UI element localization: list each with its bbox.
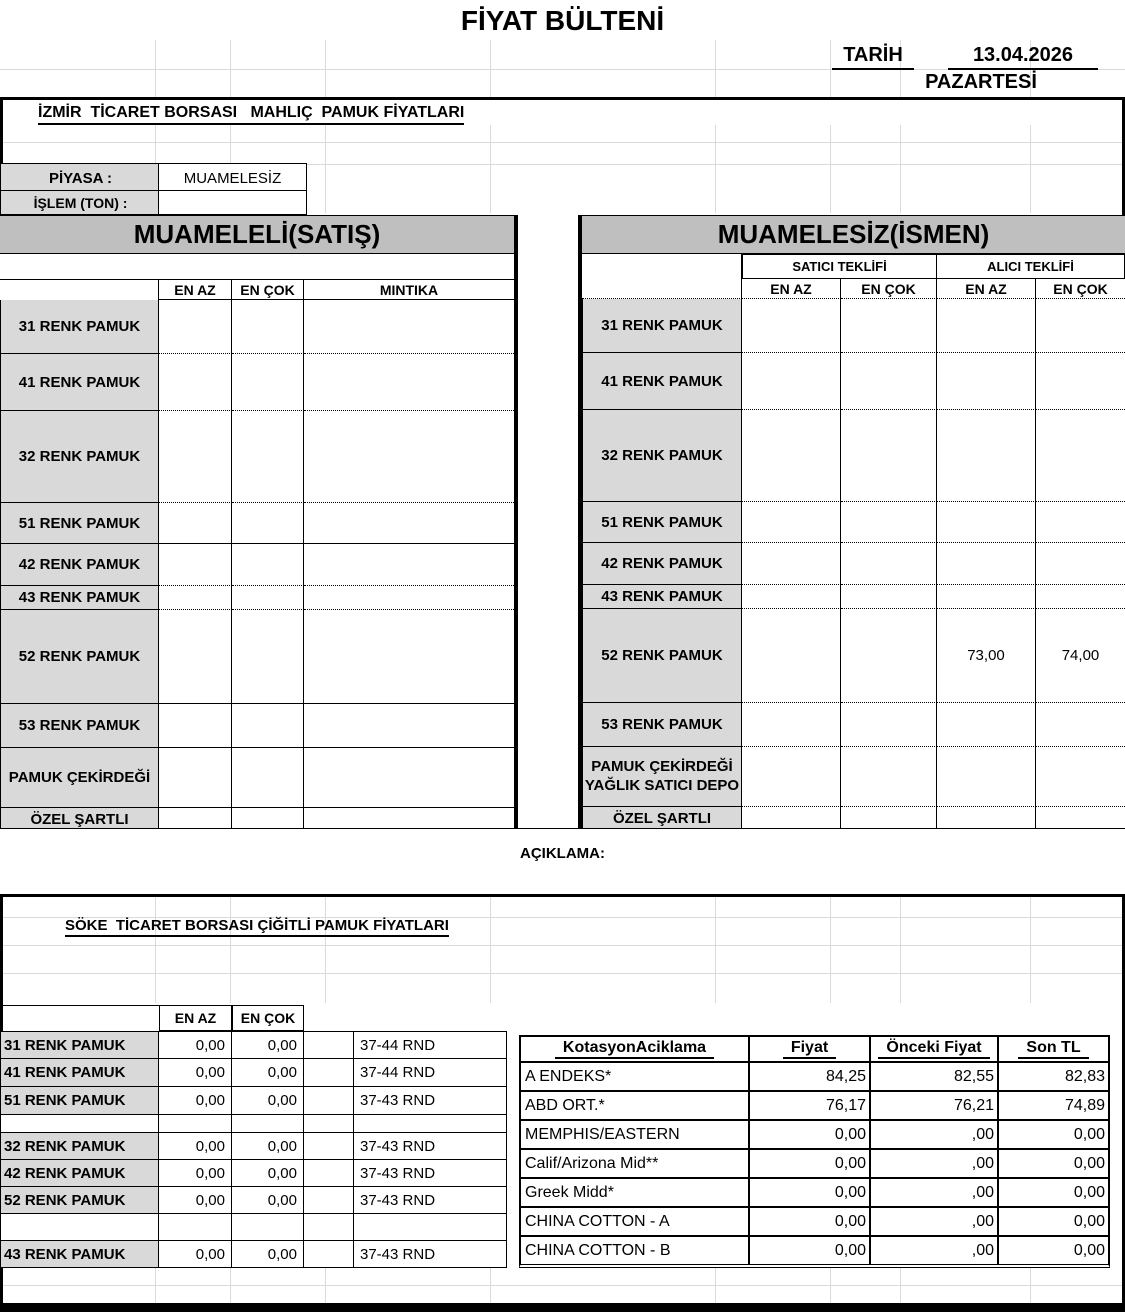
cell-fiyat[interactable]: 0,00 <box>750 1208 871 1235</box>
row-label: 42 RENK PAMUK <box>0 1160 159 1187</box>
cell-satici-en-az[interactable] <box>742 585 841 609</box>
cell-satici-en-az[interactable] <box>742 353 841 410</box>
table-row <box>0 1241 507 1268</box>
piyasa-value-cell[interactable]: MUAMELESİZ <box>158 163 307 193</box>
cell-gap[interactable] <box>304 1031 354 1059</box>
cell-mintika[interactable] <box>304 544 514 586</box>
header-text: Son TL <box>1018 1039 1088 1059</box>
table-row <box>0 411 514 503</box>
row-label[interactable] <box>0 1115 159 1133</box>
aciklama-label: AÇIKLAMA: <box>520 845 605 862</box>
table-row <box>582 585 1125 609</box>
muamelesiz-banner: MUAMELESİZ(İSMEN) <box>582 215 1125 254</box>
row-label: 41 RENK PAMUK <box>0 1059 159 1087</box>
cell-satici-en-cok[interactable] <box>841 609 937 703</box>
cell-satici-en-cok[interactable] <box>841 353 937 410</box>
header-satici-en-cok: EN ÇOK <box>841 279 937 299</box>
header-son-tl <box>999 1037 1108 1061</box>
cell-son-tl[interactable]: 0,00 <box>1073 1212 1105 1230</box>
cell-en-cok[interactable] <box>232 503 304 544</box>
table-row <box>0 586 514 610</box>
muamelesiz-table <box>578 215 1125 830</box>
cell-rnd[interactable]: 37-43 RND <box>354 1187 507 1214</box>
table-row <box>582 353 1125 410</box>
kotasyon-label: ABD ORT.* <box>521 1092 750 1119</box>
row-label: 52 RENK PAMUK <box>0 610 159 704</box>
cell-alici-en-cok[interactable] <box>1036 502 1125 543</box>
table-row <box>0 1133 507 1160</box>
cell-en-cok[interactable]: 0,00 <box>232 1059 304 1087</box>
cell-rnd[interactable]: 37-43 RND <box>354 1160 507 1187</box>
date-value: 13.04.2026 <box>948 42 1098 70</box>
spacer-row <box>0 254 514 279</box>
header-alici-en-az: EN AZ <box>937 279 1036 299</box>
cell-en-cok[interactable]: 0,00 <box>232 1187 304 1214</box>
row-label: 31 RENK PAMUK <box>0 300 159 354</box>
row-label-line2: YAĞLIK SATICI DEPO <box>584 776 740 794</box>
table-row <box>0 1187 507 1214</box>
cell-alici-en-cok[interactable] <box>1036 585 1125 609</box>
cell-satici-en-az[interactable] <box>742 299 841 353</box>
group-spacer <box>582 254 742 279</box>
cell-gap[interactable] <box>304 1133 354 1160</box>
cell-satici-en-cok[interactable] <box>841 585 937 609</box>
cell-en-az[interactable]: 0,00 <box>159 1187 232 1214</box>
kotasyon-row <box>521 1063 1108 1092</box>
row-label: 51 RENK PAMUK <box>582 502 742 543</box>
cell-mintika[interactable] <box>304 411 514 503</box>
row-label: 43 RENK PAMUK <box>0 586 159 610</box>
cell-en-cok[interactable] <box>232 610 304 704</box>
soke-section-heading: SÖKE TİCARET BORSASI ÇİĞİTLİ PAMUK FİYATLARI <box>65 917 449 937</box>
cell-alici-en-cok[interactable] <box>1036 353 1125 410</box>
cell-satici-en-az[interactable] <box>742 747 841 807</box>
kotasyon-label: CHINA COTTON - A <box>521 1208 750 1235</box>
cell-alici-en-az[interactable] <box>937 502 1036 543</box>
cell-fiyat[interactable]: 0,00 <box>750 1179 871 1206</box>
offer-group-header-row <box>582 254 1125 279</box>
cell-en-cok[interactable]: 0,00 <box>232 1133 304 1160</box>
table-row <box>582 299 1125 353</box>
table-row <box>0 544 514 586</box>
islem-ton-value-cell[interactable] <box>158 190 307 215</box>
cell-alici-en-az[interactable] <box>937 543 1036 585</box>
table-row <box>0 354 514 411</box>
header-en-az: EN AZ <box>159 1005 232 1031</box>
row-label: 41 RENK PAMUK <box>582 353 742 410</box>
cell-en-cok[interactable] <box>232 1214 304 1241</box>
table-row-52-renk <box>582 609 1125 703</box>
cell-rnd[interactable] <box>354 1214 507 1241</box>
cell-gap[interactable] <box>304 1160 354 1187</box>
cell-alici-en-az[interactable] <box>937 299 1036 353</box>
cell-son-tl[interactable]: 0,00 <box>1073 1241 1105 1259</box>
cell-en-az[interactable]: 0,00 <box>159 1059 232 1087</box>
date-label: TARİH <box>832 42 914 70</box>
kotasyon-header-row <box>521 1037 1108 1063</box>
row-label: 31 RENK PAMUK <box>0 1031 159 1059</box>
table-row <box>582 543 1125 585</box>
header-kotasyon-aciklama <box>521 1037 750 1061</box>
cell-en-az[interactable]: 0,00 <box>159 1241 232 1268</box>
soke-header-row <box>0 1005 507 1031</box>
cell-mintika[interactable] <box>304 586 514 610</box>
row-label: 43 RENK PAMUK <box>582 585 742 609</box>
row-label: 51 RENK PAMUK <box>0 1087 159 1115</box>
cell-rnd[interactable]: 37-44 RND <box>354 1059 507 1087</box>
kotasyon-row <box>521 1092 1108 1121</box>
cell-fiyat[interactable]: 0,00 <box>750 1150 871 1177</box>
cell-en-az[interactable]: 0,00 <box>159 1160 232 1187</box>
cell-en-az[interactable] <box>159 1214 232 1241</box>
cell-satici-en-cok[interactable] <box>841 410 937 502</box>
cell-alici-en-az[interactable] <box>937 747 1036 807</box>
cell-alici-en-az[interactable] <box>937 353 1036 410</box>
border-top <box>0 97 1125 100</box>
table-row <box>582 747 1125 807</box>
cell-onceki-fiyat[interactable]: ,00 <box>871 1179 999 1206</box>
cell-onceki-fiyat[interactable]: ,00 <box>871 1237 999 1264</box>
cell-en-cok[interactable] <box>232 544 304 586</box>
table-row <box>0 610 514 704</box>
cell-gap[interactable] <box>304 1115 354 1133</box>
cell-satici-en-az[interactable] <box>742 502 841 543</box>
cell-satici-en-az[interactable] <box>742 609 841 703</box>
cell-alici-en-cok[interactable] <box>1036 410 1125 502</box>
aciklama-section <box>0 828 1125 894</box>
header-en-cok: EN ÇOK <box>232 280 304 300</box>
muameleli-banner: MUAMELELİ(SATIŞ) <box>0 215 514 254</box>
table-row <box>582 807 1125 830</box>
muameleli-table <box>0 215 518 831</box>
cell-alici-en-az[interactable] <box>937 585 1036 609</box>
cell-son-tl[interactable]: 0,00 <box>1073 1125 1105 1143</box>
cell-gap[interactable] <box>304 1187 354 1214</box>
row-label: 32 RENK PAMUK <box>0 411 159 503</box>
cell-alici-en-az[interactable] <box>937 807 1036 830</box>
table-row <box>0 300 514 354</box>
row-label: 31 RENK PAMUK <box>582 299 742 353</box>
day-name: PAZARTESİ <box>925 71 1037 93</box>
header-text: Fiyat <box>783 1039 836 1059</box>
kotasyon-table <box>519 1035 1110 1268</box>
cell-mintika[interactable] <box>304 610 514 704</box>
cell-satici-en-cok[interactable] <box>841 502 937 543</box>
kotasyon-label: A ENDEKS* <box>521 1063 750 1090</box>
cell-fiyat[interactable]: 0,00 <box>750 1237 871 1264</box>
cell-alici-en-cok[interactable] <box>1036 807 1125 830</box>
cell-fiyat[interactable]: 0,00 <box>750 1121 871 1148</box>
cell-en-az[interactable] <box>159 610 232 704</box>
cell-fiyat[interactable]: 84,25 <box>750 1063 871 1090</box>
cell-rnd[interactable] <box>354 1115 507 1133</box>
table-row <box>0 704 514 748</box>
grid-line <box>0 125 1125 165</box>
table-row <box>0 1031 507 1059</box>
cell-en-cok[interactable] <box>232 704 304 748</box>
cell-alici-en-cok[interactable] <box>1036 299 1125 353</box>
kotasyon-label: Calif/Arizona Mid** <box>521 1150 750 1177</box>
row-label: 42 RENK PAMUK <box>0 544 159 586</box>
header-mintika: MINTIKA <box>304 280 514 300</box>
cell-son-tl[interactable]: 0,00 <box>1073 1154 1105 1172</box>
row-label: 52 RENK PAMUK <box>582 609 742 703</box>
cell-en-az[interactable] <box>159 503 232 544</box>
border-bottom <box>0 1303 1125 1312</box>
kotasyon-label: CHINA COTTON - B <box>521 1237 750 1264</box>
row-label: 43 RENK PAMUK <box>0 1241 159 1268</box>
header-spacer <box>582 279 742 299</box>
kotasyon-label: MEMPHIS/EASTERN <box>521 1121 750 1148</box>
cell-satici-en-az[interactable] <box>742 543 841 585</box>
row-label-line1: PAMUK ÇEKİRDEĞİ <box>591 757 733 775</box>
row-label: ÖZEL ŞARTLI <box>0 808 159 831</box>
muamelesiz-header-row <box>582 279 1125 299</box>
cell-alici-en-az[interactable] <box>937 410 1036 502</box>
cell-gap[interactable] <box>304 1241 354 1268</box>
table-row <box>582 703 1125 747</box>
row-label: 41 RENK PAMUK <box>0 354 159 411</box>
cell-onceki-fiyat[interactable]: 82,55 <box>871 1063 999 1090</box>
cell-son-tl[interactable]: 74,89 <box>1064 1096 1105 1114</box>
soke-table <box>0 1005 507 1268</box>
cell-en-cok[interactable] <box>232 411 304 503</box>
header-text: KotasyonAciklama <box>555 1039 714 1059</box>
row-label: 53 RENK PAMUK <box>0 704 159 748</box>
header-alici-en-cok: EN ÇOK <box>1036 279 1125 299</box>
cell-en-cok[interactable]: 0,00 <box>232 1241 304 1268</box>
header-en-cok: EN ÇOK <box>232 1005 304 1031</box>
cell-satici-en-az[interactable] <box>742 410 841 502</box>
cell-en-az[interactable] <box>159 748 232 808</box>
piyasa-label: PİYASA : <box>0 163 161 193</box>
row-label <box>582 747 742 807</box>
cell-satici-en-cok[interactable] <box>841 703 937 747</box>
cell-en-az[interactable] <box>159 704 232 748</box>
row-label: 52 RENK PAMUK <box>0 1187 159 1214</box>
cell-satici-en-az[interactable] <box>742 703 841 747</box>
cell-satici-en-cok[interactable] <box>841 299 937 353</box>
cell-son-tl[interactable]: 82,83 <box>1064 1067 1105 1085</box>
islem-ton-label: İŞLEM (TON) : <box>0 190 161 215</box>
cell-en-cok[interactable] <box>232 748 304 808</box>
header-onceki-fiyat <box>871 1037 999 1061</box>
cell-en-cok[interactable] <box>232 354 304 411</box>
table-row <box>0 1160 507 1187</box>
table-row <box>582 502 1125 543</box>
grid-line <box>0 1268 1125 1286</box>
table-row <box>582 410 1125 502</box>
kotasyon-row <box>521 1208 1108 1237</box>
cell-en-az[interactable]: 0,00 <box>159 1031 232 1059</box>
cell-satici-en-cok[interactable] <box>841 807 937 830</box>
cell-en-az[interactable] <box>159 586 232 610</box>
kotasyon-row <box>521 1179 1108 1208</box>
kotasyon-row <box>521 1237 1108 1264</box>
cell-alici-en-cok[interactable] <box>1036 543 1125 585</box>
satici-teklifi-header: SATICI TEKLİFİ <box>742 254 937 279</box>
cell-gap[interactable] <box>304 1087 354 1115</box>
cell-rnd[interactable]: 37-43 RND <box>354 1133 507 1160</box>
header-text: Önceki Fiyat <box>878 1039 989 1059</box>
cell-gap[interactable] <box>304 1059 354 1087</box>
row-label: 32 RENK PAMUK <box>582 410 742 502</box>
cell-alici-en-cok[interactable] <box>1036 747 1125 807</box>
row-label: 32 RENK PAMUK <box>0 1133 159 1160</box>
cell-alici-en-cok[interactable] <box>1036 703 1125 747</box>
cell-en-az[interactable]: 0,00 <box>159 1133 232 1160</box>
cell-fiyat[interactable]: 76,17 <box>750 1092 871 1119</box>
row-label: 51 RENK PAMUK <box>0 503 159 544</box>
cell-en-az[interactable] <box>159 1115 232 1133</box>
cell-rnd[interactable]: 37-44 RND <box>354 1031 507 1059</box>
cell-mintika[interactable] <box>304 503 514 544</box>
cell-alici-en-az[interactable] <box>937 703 1036 747</box>
cell-en-az[interactable] <box>159 411 232 503</box>
cell-en-cok[interactable] <box>232 300 304 354</box>
cell-en-cok[interactable]: 0,00 <box>232 1031 304 1059</box>
table-row <box>0 1087 507 1115</box>
header-satici-en-az: EN AZ <box>742 279 841 299</box>
header-spacer <box>0 1005 159 1031</box>
table-row <box>0 503 514 544</box>
cell-alici-en-cok[interactable]: 74,00 <box>1036 609 1125 703</box>
cell-mintika[interactable] <box>304 748 514 808</box>
cell-mintika[interactable] <box>304 300 514 354</box>
alici-teklifi-header: ALICI TEKLİFİ <box>937 254 1125 279</box>
header-fiyat <box>750 1037 871 1061</box>
cell-rnd[interactable]: 37-43 RND <box>354 1087 507 1115</box>
page-title: FİYAT BÜLTENİ <box>460 5 665 36</box>
cell-en-cok[interactable] <box>232 1115 304 1133</box>
cell-en-az[interactable]: 0,00 <box>159 1087 232 1115</box>
cell-mintika[interactable] <box>304 704 514 748</box>
kotasyon-row <box>521 1121 1108 1150</box>
kotasyon-row <box>521 1150 1108 1179</box>
cell-satici-en-cok[interactable] <box>841 747 937 807</box>
cell-en-cok[interactable]: 0,00 <box>232 1087 304 1115</box>
cell-en-az[interactable] <box>159 354 232 411</box>
cell-satici-en-cok[interactable] <box>841 543 937 585</box>
cell-onceki-fiyat[interactable]: ,00 <box>871 1208 999 1235</box>
cell-en-az[interactable] <box>159 300 232 354</box>
row-label[interactable] <box>0 1214 159 1241</box>
row-label: ÖZEL ŞARTLI <box>582 807 742 830</box>
cell-gap[interactable] <box>304 1214 354 1241</box>
muameleli-header-row <box>0 279 514 300</box>
table-row <box>0 1059 507 1087</box>
cell-en-az[interactable] <box>159 544 232 586</box>
cell-rnd[interactable]: 37-43 RND <box>354 1241 507 1268</box>
table-row-empty <box>0 1115 507 1133</box>
header-en-az: EN AZ <box>159 280 232 300</box>
row-label: PAMUK ÇEKİRDEĞİ <box>0 748 159 808</box>
cell-mintika[interactable] <box>304 354 514 411</box>
kotasyon-label: Greek Midd* <box>521 1179 750 1206</box>
row-label: 42 RENK PAMUK <box>582 543 742 585</box>
cell-satici-en-az[interactable] <box>742 807 841 830</box>
cell-alici-en-az[interactable]: 73,00 <box>937 609 1036 703</box>
table-row-empty <box>0 1214 507 1241</box>
cell-en-cok[interactable]: 0,00 <box>232 1160 304 1187</box>
header-spacer <box>0 280 159 300</box>
row-label: 53 RENK PAMUK <box>582 703 742 747</box>
cell-son-tl[interactable]: 0,00 <box>1073 1183 1105 1201</box>
izmir-section-heading: İZMİR TİCARET BORSASI MAHLIÇ PAMUK FİYATLARI <box>38 104 464 125</box>
table-row <box>0 748 514 808</box>
cell-en-cok[interactable] <box>232 586 304 610</box>
cell-onceki-fiyat[interactable]: ,00 <box>871 1150 999 1177</box>
cell-onceki-fiyat[interactable]: ,00 <box>871 1121 999 1148</box>
cell-onceki-fiyat[interactable]: 76,21 <box>871 1092 999 1119</box>
